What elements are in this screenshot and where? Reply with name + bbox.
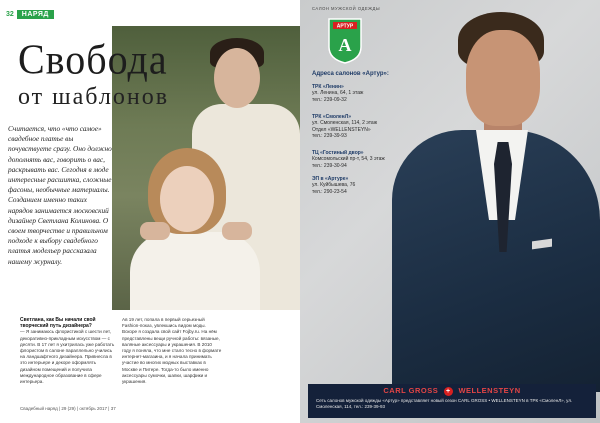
brand-banner [308, 384, 596, 418]
article-subtitle: от шаблонов [18, 84, 170, 110]
salon-label: САЛОН МУЖСКОЙ ОДЕЖДЫ [312, 6, 381, 11]
folio: Свадебный наряд | 29 (29) | октябрь 2017 | 37 [20, 406, 116, 411]
brand-carl-gross: CARL GROSS [383, 386, 439, 395]
article-title: Свобода [18, 35, 168, 84]
rubric-tag: НАРЯД [17, 10, 54, 19]
page-number: 32 [6, 10, 14, 18]
logo-letter: А [338, 35, 352, 55]
right-page-advert [300, 0, 600, 423]
banner-text: Сеть салонов мужской одежды «Артур» представляет новый сезон CARL GROSS • WELLENSTEYN в ТРК «СмоленЛ», ул. Смоленская, 114, тел.: 239-39-93 [316, 398, 573, 409]
article-intro: Считается, что «что самое» свадебное платье вы почувствуете сразу. Оно должно дополнять вас, говорить о вас, раскрывать вас. Сегодня в моде интересные расшитка, сложные фасоны, необычные материалы. Созданием именно таких нарядов занимается московский дизайнер Светлана Колинова. О своем творчестве и правильном подходе к выбору свадебного платья модельер рассказала нашему журналу. [8, 124, 112, 266]
banner-brands [308, 386, 596, 396]
artur-logo [327, 17, 363, 64]
text-column-2 [122, 317, 222, 385]
interview-answer-continued: Ав 19 лет, попала в первый серьезный Fashion-показ, увлекшись видом моды. Вскоре я создала свой сайт Fojby.ru. На нём представлены вещи ручной работы: вязаные, валяные аксессуары и украшения. В 2010 году я поняла, что мне стало тесно в формате интернет-магазина, и я начала принимать участие во многих модных выставках в Москве и Питере. Тогда-то было именно аксессуары сумочки, шапки, шарфики и украшения. [122, 317, 222, 385]
address-title: Адреса салонов «Артур»: [312, 71, 389, 77]
address-item: ТРК «Ленин» ул. Ленина, 64, 1 этаж тел.: 239-09-32 [312, 84, 364, 103]
logo-text: АРТУР [336, 23, 354, 30]
interview-question: Светлана, как Вы начали свой творческий путь дизайнера? [20, 317, 96, 330]
interview-answer: — Я занимаюсь флористикой с шести лет, декоративно-прикладным искусством — с десяти. В 17 лет я ухитрилась уже работать флористом в салоне параллельно учились на ландшафтного дизайнера. Привнесла в это интерьере и декоре оформлять дизайном помещений и получила международное образование в сфере интерьера. [20, 329, 115, 385]
brand-wellensteyn: WELLENSTEYN [458, 386, 521, 395]
address-item: ЭП в «Артуре» ул. Куйбышева, 76 тел.: 290-23-54 [312, 176, 356, 195]
rubric [6, 8, 54, 20]
address-item: ТРК «СмоленЛ» ул. Смоленская, 114, 2 этаж Отдел «WELLENSTEYN» тел.: 239-39-93 [312, 114, 378, 139]
text-column-1 [20, 317, 118, 385]
swiss-cross-icon: + [444, 387, 453, 396]
address-item: ТЦ «Гостиный двор» Комсомольский пр-т, 54, 3 этаж тел.: 239-30-94 [312, 150, 385, 169]
